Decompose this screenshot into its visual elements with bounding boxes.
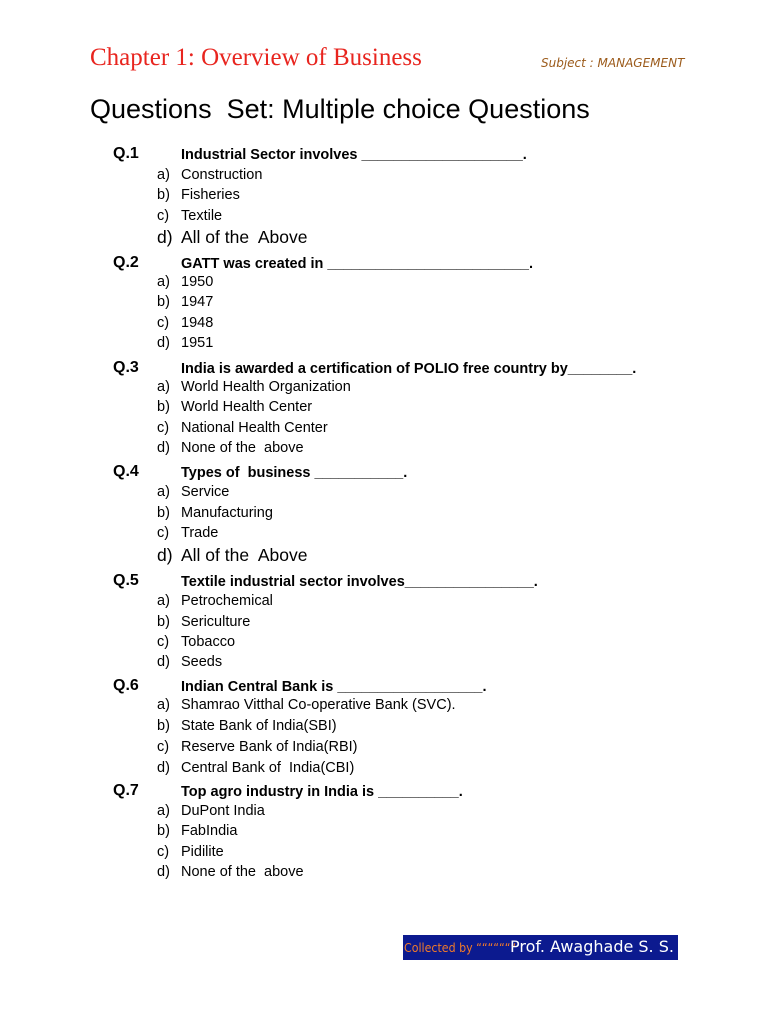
collected-by-label: Collected by “““““““ <box>404 941 517 955</box>
option-text: State Bank of India(SBI) <box>181 718 337 734</box>
option-text: None of the above <box>181 864 304 880</box>
option-text: Reserve Bank of India(RBI) <box>181 739 358 755</box>
option-text: Manufacturing <box>181 505 273 521</box>
option-4 <box>0 227 768 247</box>
option-2 <box>0 187 768 207</box>
option-3 <box>0 844 768 864</box>
option-text: Seeds <box>181 654 223 670</box>
option-3 <box>0 634 768 654</box>
option-letter: c) <box>157 844 170 860</box>
option-text: All of the Above <box>181 545 308 565</box>
option-letter: d) <box>157 440 170 456</box>
option-2 <box>0 823 768 843</box>
option-letter: a) <box>157 803 170 819</box>
option-letter: a) <box>157 274 170 290</box>
option-text: None of the above <box>181 440 304 456</box>
option-1 <box>0 274 768 294</box>
option-letter: d) <box>157 545 173 565</box>
option-text: Service <box>181 484 230 500</box>
option-4 <box>0 545 768 565</box>
option-letter: a) <box>157 593 170 609</box>
option-text: FabIndia <box>181 823 238 839</box>
option-text: Central Bank of India(CBI) <box>181 760 355 776</box>
option-letter: a) <box>157 379 170 395</box>
option-text: World Health Organization <box>181 379 351 395</box>
option-4 <box>0 654 768 674</box>
option-3 <box>0 420 768 440</box>
option-letter: b) <box>157 718 170 734</box>
set-title: Questions Set: Multiple choice Questions <box>90 94 590 124</box>
option-3 <box>0 739 768 759</box>
option-letter: c) <box>157 315 170 331</box>
option-text: Pidilite <box>181 844 224 860</box>
option-1 <box>0 484 768 504</box>
option-4 <box>0 760 768 780</box>
option-2 <box>0 505 768 525</box>
option-text: 1951 <box>181 335 214 351</box>
option-letter: b) <box>157 294 170 310</box>
question-number: Q.3 <box>113 359 139 376</box>
option-letter: a) <box>157 484 170 500</box>
option-text: 1948 <box>181 315 214 331</box>
option-text: All of the Above <box>181 227 308 247</box>
question-text: Top agro industry in India is __________. <box>181 784 463 800</box>
option-1 <box>0 593 768 613</box>
question-text: GATT was created in _________________________. <box>181 256 534 272</box>
option-text: Construction <box>181 167 263 183</box>
option-1 <box>0 697 768 717</box>
option-3 <box>0 208 768 228</box>
option-1 <box>0 167 768 187</box>
option-2 <box>0 614 768 634</box>
option-1 <box>0 803 768 823</box>
option-letter: c) <box>157 525 170 541</box>
option-letter: d) <box>157 335 170 351</box>
option-text: DuPont India <box>181 803 265 819</box>
option-text: Tobacco <box>181 634 236 650</box>
option-2 <box>0 399 768 419</box>
question-number: Q.5 <box>113 572 139 589</box>
option-4 <box>0 335 768 355</box>
collector-name: Prof. Awaghade S. S. <box>510 937 674 956</box>
option-text: National Health Center <box>181 420 328 436</box>
option-text: 1947 <box>181 294 214 310</box>
option-letter: d) <box>157 227 173 247</box>
option-letter: c) <box>157 739 170 755</box>
option-letter: a) <box>157 167 170 183</box>
chapter-title: Chapter 1: Overview of Business <box>90 44 422 71</box>
option-text: Shamrao Vitthal Co-operative Bank (SVC). <box>181 697 456 713</box>
option-letter: b) <box>157 187 170 203</box>
option-text: Trade <box>181 525 219 541</box>
option-4 <box>0 864 768 884</box>
option-text: 1950 <box>181 274 214 290</box>
subject-label: Subject : MANAGEMENT <box>541 56 685 70</box>
collector-banner <box>403 935 678 960</box>
option-text: Textile <box>181 208 223 224</box>
option-2 <box>0 294 768 314</box>
question-text: Types of business ___________. <box>181 465 408 481</box>
option-text: Fisheries <box>181 187 240 203</box>
option-text: World Health Center <box>181 399 313 415</box>
option-letter: c) <box>157 634 170 650</box>
option-letter: b) <box>157 823 170 839</box>
question-number: Q.4 <box>113 463 139 480</box>
question-text: Indian Central Bank is __________________. <box>181 679 487 695</box>
question-text: Textile industrial sector involves________________. <box>181 574 538 590</box>
option-letter: b) <box>157 614 170 630</box>
option-letter: d) <box>157 654 170 670</box>
option-text: Petrochemical <box>181 593 273 609</box>
question-number: Q.2 <box>113 254 139 271</box>
option-letter: a) <box>157 697 170 713</box>
option-letter: b) <box>157 505 170 521</box>
option-4 <box>0 440 768 460</box>
question-text: Industrial Sector involves ____________________. <box>181 147 527 163</box>
option-3 <box>0 315 768 335</box>
option-3 <box>0 525 768 545</box>
question-number: Q.6 <box>113 677 139 694</box>
option-text: Sericulture <box>181 614 251 630</box>
question-number: Q.7 <box>113 782 139 799</box>
question-text: India is awarded a certification of POLIO free country by________. <box>181 361 637 377</box>
option-letter: c) <box>157 420 170 436</box>
option-2 <box>0 718 768 738</box>
option-letter: b) <box>157 399 170 415</box>
option-letter: d) <box>157 760 170 776</box>
question-number: Q.1 <box>113 145 139 162</box>
option-letter: d) <box>157 864 170 880</box>
option-1 <box>0 379 768 399</box>
option-letter: c) <box>157 208 170 224</box>
